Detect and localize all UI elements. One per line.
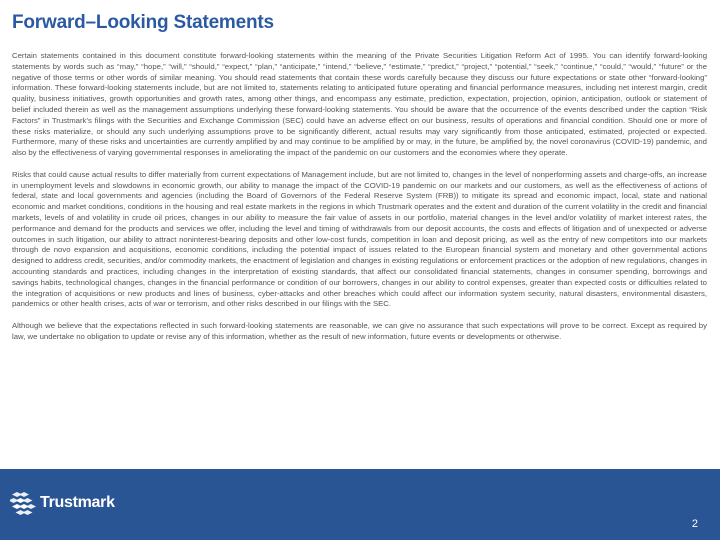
paragraph-expectations: Although we believe that the expectations reflected in such forward-looking statements are reasonable, we can give no assurance that such expectations will prove to be correct. Except as required by law, we undertake no obligation to update or revise any of this information, whether as the result of new information, future events or developments or otherwise. [12,320,707,341]
paragraph-forward-looking: Certain statements contained in this document constitute forward-looking statements within the meaning of the Private Securities Litigation Reform Act of 1995. You can identify forward-looking statements by words such as “may,” “hope,” “will,” “should,” “expect,” “plan,” “anticipate,” “intend,” “believe,” “estimate,” “predict,” “project,” “potential,” “seek,” “continue,” “could,” “would,” “future” or the negative of those terms or other words of similar meaning. You should read statements that contain these words carefully because they discuss our future expectations or state other “forward-looking” information. These forward-looking statements include, but are not limited to, statements relating to anticipated future operating and financial performance measures, including net interest margin, credit quality, business initiatives, growth opportunities and growth rates, among other things, and encompass any estimate, prediction, expectation, projection, opinion, anticipation, outlook or statement of belief included therein as well as the management assumptions underlying these forward-looking statements. You should be aware that the occurrence of the events described under the caption “Risk Factors” in Trustmark’s filings with the Securities and Exchange Commission (SEC) could have an adverse effect on our business, results of operations and financial condition. Should one or more of these risks materialize, or should any such underlying assumptions prove to be significantly different, actual results may vary significantly from those anticipated, estimated, projected or expected. Furthermore, many of these risks and uncertainties are currently amplified by and may continue to be amplified by or may, in the future, be amplified by, the novel coronavirus (COVID-19) pandemic, and also by the effectiveness of varying governmental responses in ameliorating the impact of the pandemic on our customers and the economies where they operate. [12,51,707,158]
trustmark-logo [10,491,115,515]
trustmark-logo-icon [10,491,36,515]
logo-wordmark: Trustmark [40,494,115,511]
paragraph-risks: Risks that could cause actual results to differ materially from current expectations of Management include, but are not limited to, changes in the level of nonperforming assets and charge-offs, an increase in unemployment levels and slowdowns in economic growth, our ability to manage the impact of the COVID-19 pandemic on our markets and our customers, as well as the effectiveness of actions of federal, state and local governments and agencies (including the Board of Governors of the Federal Reserve System (FRB)) to mitigate its spread and economic impact, local, state and national economic and market conditions, conditions in the housing and real estate markets in the regions in which Trustmark operates and the extent and duration of the current volatility in the credit and financial markets, levels of and volatility in crude oil prices, changes in our ability to measure the fair value of assets in our portfolio, material changes in the level and/or volatility of market interest rates, the performance and demand for the products and services we offer, including the level and timing of withdrawals from our deposit accounts, the costs and effects of litigation and of unexpected or adverse outcomes in such litigation, our ability to attract noninterest-bearing deposits and other low-cost funds, competition in loan and deposit pricing, as well as the entry of new competitors into our markets through de novo expansion and acquisitions, economic conditions, including the potential impact of issues related to the European financial system and monetary and other governmental actions designed to address credit, securities, and/or commodity markets, the enactment of legislation and changes in existing regulations or enforcement practices or the adoption of new regulations, changes in accounting standards and practices, including changes in the interpretation of existing standards, that affect our consolidated financial statements, changes in consumer spending, borrowings and savings habits, technological changes, changes in the financial performance or condition of our borrowers, changes in our ability to control expenses, greater than expected costs or difficulties related to the integration of acquisitions or new products and lines of business, cyber-attacks and other breaches which could affect our information system security, natural disasters, environmental disasters, pandemics or other health crises, acts of war or terrorism, and other risks described in our filings with the SEC. [12,169,707,309]
page-number: 2 [691,518,698,530]
page-title: Forward–Looking Statements [12,12,274,33]
body-text [12,51,707,353]
footer-bar [0,469,720,540]
